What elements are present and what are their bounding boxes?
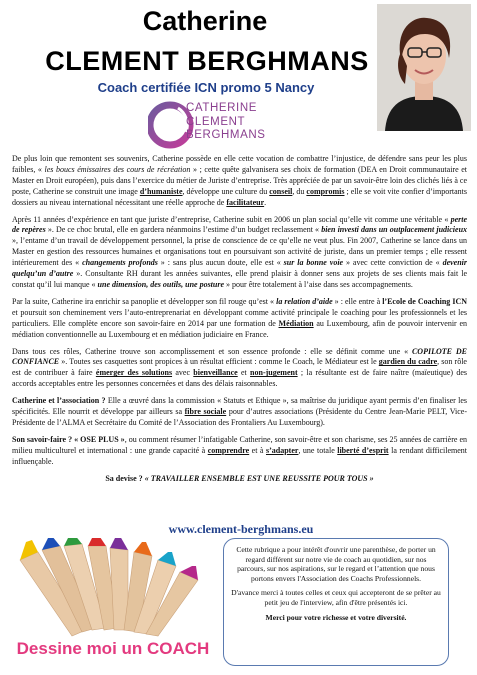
- box-invitation: D'avance merci à toutes celles et ceux qui accepteront de se prêter au petit jeu de l'interview, afin d'être présentés ici.: [231, 588, 441, 607]
- paragraph-coaching: Par la suite, Catherine ira enrichir sa panoplie et développer son fil rouge qu’est « la relation d’aide » : elle entre à l’Ecole de Coaching ICN et poursuit son cheminement vers l’auto-entreprenariat en développant comme activité principale le coaching pour les professionnels et les particuliers. Elle complète encore son savoir-faire en 2014 par une formation de Médiation au Luxembourg, afin de pouvoir intervenir en médiation conventionnelle au Luxembourg et en médiation judiciaire en France.: [12, 296, 467, 339]
- paragraph-vocation: De plus loin que remontent ses souvenirs, Catherine possède en elle cette vocation de combattre l’injustice, de défendre sans peur les plus faibles, « les boucs émissaires des cours de récréation » ; cette quête galvanisera ses choix de formation (DEA en Droit communautaire et Master en Droit européen), puis dans l’exercice du métier de Juriste d’entreprise. Très appréciée de par un savoir-être loin des clichés liés à ce poste, Catherine se construit une image d’humaniste, développe une culture du conseil, du compromis ; elle se voit vite confier d’importants dossiers au niveau international nécessitant une réelle approche de facilitateur.: [12, 154, 468, 207]
- paragraph-career: Après 11 années d’expérience en tant que juriste d’entreprise, Catherine subit en 2006 un plan social qu’elle vit comme une véritable « perte de repères ». De ce choc brutal, elle en gardera néanmoins l’estime d’un budget reclassement « bien investi dans un outplacement judicieux », l’entame d’un travail de développement personnel, la prise de conscience de ce qu’elle ne veut plus. Fin 2007, Catherine se lance dans un Master en gestion des ressources humaines et organisations tout en poursuivant son activité de juriste, dans un premier temps ; elle ressent intérieurement des « changements profonds » : sans plus aucun doute, elle est « sur la bonne voie » avec cette conviction de « devenir quelqu’un d’autre ». Consultante RH durant les années suivantes, elle prend plaisir à donner sens aux projets de ses clients mais fait le constat qu’il lui manque « une dimension, des outils, une posture » pour être totalement à l’aise dans ses accompagnements.: [12, 214, 468, 289]
- logo-line-2: CLEMENT: [186, 115, 246, 128]
- brand-logo-text: [186, 102, 326, 143]
- box-intro: Cette rubrique a pour intérêt d'ouvrir une parenthèse, de porter un regard différent sur notre vie de coach au quotidien, sur nos parcours, sur nos aspirations, sur le regard et l’attention que nous portons envers l'Association des Coachs Professionnels.: [236, 545, 436, 583]
- column-info-box: [223, 538, 449, 666]
- first-name-title: Catherine: [142, 6, 268, 36]
- paragraph-know-how: Son savoir-faire ? « OSE PLUS », ou comment résumer l’infatigable Catherine, son savoir-être et son charisme, ses 25 années de carrière en milieu multiculturel et international : une grande capacité à comprendre et à s’adapter, une totale liberté d’esprit la rendant difficilement influençable.: [12, 434, 468, 466]
- box-thanks: Merci pour votre richesse et votre diversité.: [265, 612, 407, 622]
- website-link[interactable]: www.clement-berghmans.eu: [168, 522, 314, 536]
- certification-subtitle: Coach certifiée ICN promo 5 Nancy: [97, 80, 315, 95]
- article-body: [12, 154, 467, 490]
- colored-pencils-image: [6, 538, 206, 638]
- paragraph-association: Catherine et l’association ? Elle a œuvré dans la commission « Statuts et Ethique », sa maîtrise du juridique ayant permis d’en finaliser les spécificités. Elle nourrit et développe par ailleurs sa fibre sociale pour d’autres associations (Présidente du Centre Jean-Marie PELT, Vice-Présidente de l’ALMA et Secrétaire du Comité de l’Association des Frontaliers Au Luxembourg).: [12, 396, 468, 427]
- logo-line-3: BERGHMANS: [186, 129, 266, 141]
- motto-line: Sa devise ? « TRAVAILLER ENSEMBLE EST UNE REUSSITE POUR TOUS »: [105, 473, 374, 483]
- logo-line-1: CATHERINE: [186, 102, 257, 114]
- paragraph-roles: Dans tous ces rôles, Catherine trouve son accomplissement et son essence profonde : elle se définit comme une « COPILOTE DE CONFIANCE ». Toutes ses casquettes sont propices à un résultat efficient : comme le Coach, le Médiateur est le gardien du cadre, son rôle est de contribuer à faire émerger des solutions avec bienveillance et non-jugement ; la résultante est de faire naître (maïeutique) des accords acceptables entre les personnes concernées et dans des délais raisonnables.: [12, 346, 467, 389]
- portrait-photo: [377, 4, 471, 131]
- column-banner-title: Dessine moi un COACH: [16, 639, 210, 658]
- last-name-title: CLEMENT BERGHMANS: [45, 46, 369, 76]
